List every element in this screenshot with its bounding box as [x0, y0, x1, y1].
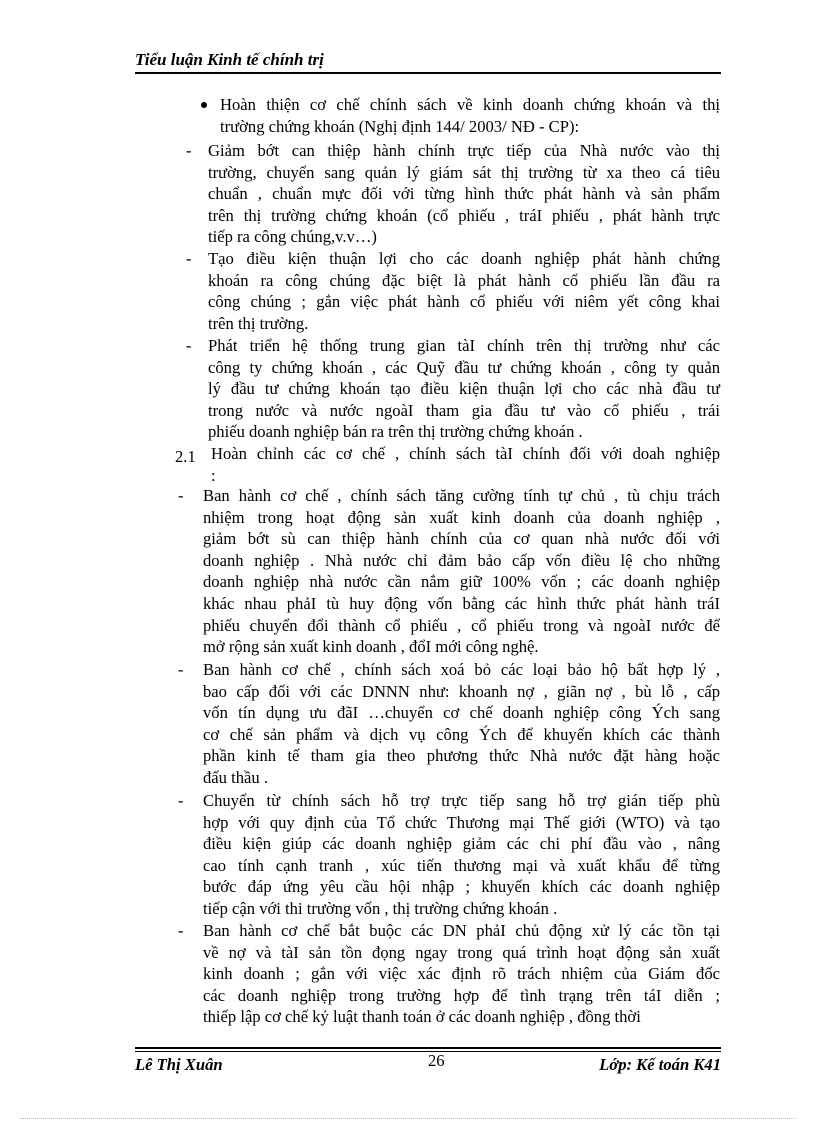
list-item	[208, 248, 720, 334]
paragraph-line: Hoàn chỉnh các cơ chế , chính sách tàI chính đối với doah nghiệp	[211, 444, 720, 463]
header-rule	[135, 72, 721, 74]
paragraph-line: doanh nghiệp . Nhà nước chỉ đảm bảo cấp vốn điều lệ cho những	[203, 550, 720, 570]
paragraph-line: Hoàn thiện cơ chế chính sách về kinh doanh chứng khoán và thị	[220, 95, 720, 114]
paragraph-line: Ban hành cơ chế , chính sách xoá bỏ các loại bảo hộ bất hợp lý ,	[203, 660, 720, 679]
page-footer	[135, 1047, 721, 1077]
paragraph-line: điều kiện giúp các doanh nghiệp giảm các chi phí đầu vào , nâng	[203, 834, 720, 854]
paragraph-line: trong nước và nước ngoàI tham gia đầu tư vào cổ phiếu , trái	[208, 400, 720, 420]
paragraph-line: về nợ và tàI sản tồn đọng ngay trong quá trình hoạt động sản xuất	[203, 942, 720, 962]
paragraph-line: cơ chế sản phẩm và dịch vụ công Ých để khuyến khích các thành	[203, 724, 720, 744]
paragraph-line: :	[211, 465, 216, 485]
paragraph-line: kinh doanh ; gắn với việc xác định rõ trách nhiệm của Giám đốc	[203, 964, 720, 984]
paragraph-line: Ban hành cơ chế bắt buộc các DN phảI chủ động xử lý các tồn tại	[203, 921, 720, 940]
page-number: 26	[428, 1051, 445, 1070]
paragraph-line: thiếp lập cơ chế kỷ luật thanh toán ở các doanh nghiệp , đồng thời	[203, 1007, 641, 1027]
paragraph-line: doanh nghiệp nhà nước cần nắm giữ 100% vốn ; các doanh nghiệp	[203, 572, 720, 592]
paragraph-line: lý đầu tư chứng khoán tạo điều kiện thuận lợi cho các nhà đầu tư	[208, 379, 720, 399]
paragraph-line: nhiệm trong hoạt động sản xuất kinh doanh của doanh nghiệp ,	[203, 507, 720, 527]
paragraph-line: mở rộng sản xuất kinh doanh , đổI mới công nghệ.	[203, 637, 539, 657]
paragraph-line: trên thị trường.	[208, 313, 309, 333]
paragraph-line: phiếu doanh nghiệp bán ra trên thị trường chứng khoán .	[208, 422, 583, 442]
paragraph-line: chuẩn , chuẩn mực đối với từng hình thức phát hành và sản phẩm	[208, 184, 720, 204]
paragraph-line: bao cấp đối với các DNNN như: khoanh nợ , giãn nợ , bù lỗ , cấp	[203, 681, 720, 701]
paragraph-line: tiếp cận với thi trường vốn , thị trường chứng khoán .	[203, 898, 558, 918]
list-dash-marker: -	[178, 791, 184, 810]
paragraph-line: công ty chứng khoán , các Quỹ đầu tư chứng khoán , công ty quản	[208, 357, 720, 377]
section-heading	[211, 443, 720, 486]
paragraph-line: Chuyển từ chính sách hỗ trợ trực tiếp sang hỗ trợ gián tiếp phù	[203, 791, 720, 810]
paragraph-line: hợp với quy định của Tổ chức Thương mại Thế giới (WTO) và tạo	[203, 812, 720, 832]
bullet-dot-icon	[201, 102, 207, 108]
paragraph-line: Ban hành cơ chế , chính sách tăng cường tính tự chủ , tù chịu trách	[203, 486, 720, 505]
list-item	[203, 790, 720, 920]
list-dash-marker: -	[178, 660, 184, 679]
list-item	[203, 485, 720, 658]
list-dash-marker: -	[178, 921, 184, 940]
list-item	[203, 659, 720, 789]
paragraph-line: trường, chuyển sang quản lý giám sát thị trường từ xa theo cá tiêu	[208, 162, 720, 182]
list-dash-marker: -	[186, 249, 192, 268]
paragraph-line: phần kinh tế tham gia theo phương thức Nhà nước đặt hàng hoặc	[203, 746, 720, 766]
paragraph-line: vốn tín dụng ưu đãI …chuyển cơ chế doanh nghiệp công Ých sang	[203, 703, 720, 723]
paragraph-line: Tạo điều kiện thuận lợi cho các doanh nghiệp phát hành chứng	[208, 249, 720, 268]
paragraph-line: trên thị trường chứng khoán (cổ phiếu , tráI phiếu , phát hành trực	[208, 205, 720, 225]
footer-class: Lớp: Kế toán K41	[599, 1055, 721, 1074]
paragraph-line: công chúng ; gắn việc phát hành cổ phiếu với niêm yết công khai	[208, 292, 720, 312]
section-number: 2.1	[175, 447, 196, 466]
footer-rule	[135, 1047, 721, 1049]
paragraph-line: Giảm bớt can thiệp hành chính trực tiếp của Nhà nước vào thị	[208, 141, 720, 160]
list-item	[208, 140, 720, 248]
list-dash-marker: -	[178, 486, 184, 505]
paragraph-line: các doanh nghiệp trong trường hợp để tình trạng trên táI diễn ;	[203, 985, 720, 1005]
paragraph-line: Phát triển hệ thống trung gian tàI chính trên thị trường như các	[208, 336, 720, 355]
paragraph-line: cao tính cạnh tranh , xúc tiến thương mại và xuất khẩu để từng	[203, 855, 720, 875]
list-dash-marker: -	[186, 336, 192, 355]
paragraph-line: khác nhau phảI tù huy động vốn bằng các hình thức phát hành tráI	[203, 593, 720, 613]
paragraph-line: trường chứng khoán (Nghị định 144/ 2003/ NĐ - CP):	[220, 116, 580, 136]
list-dash-marker: -	[186, 141, 192, 160]
section-bullet-paragraph	[220, 94, 720, 137]
paragraph-line: tiếp ra công chúng,v.v…)	[208, 227, 377, 247]
list-item	[208, 335, 720, 443]
page-header	[135, 50, 721, 70]
paragraph-line: phiếu chuyển đổi thành cổ phiếu , cổ phiếu trong và ngoàI nước để	[203, 615, 720, 635]
paragraph-line: bước đáp ứng yêu cầu hội nhập ; khuyến khích các doanh nghiệp	[203, 877, 720, 897]
paragraph-line: khoán ra công chúng đặc biệt là phát hành cổ phiếu lần đầu ra	[208, 270, 720, 290]
list-item	[203, 920, 720, 1028]
page-edge-divider	[20, 1118, 796, 1119]
header-title: Tiểu luận Kinh tế chính trị	[135, 50, 324, 69]
paragraph-line: giảm bớt sù can thiệp hành chính của cơ quan nhà nước đối với	[203, 529, 720, 549]
footer-author: Lê Thị Xuân	[135, 1055, 223, 1074]
paragraph-line: đấu thầu .	[203, 767, 268, 787]
